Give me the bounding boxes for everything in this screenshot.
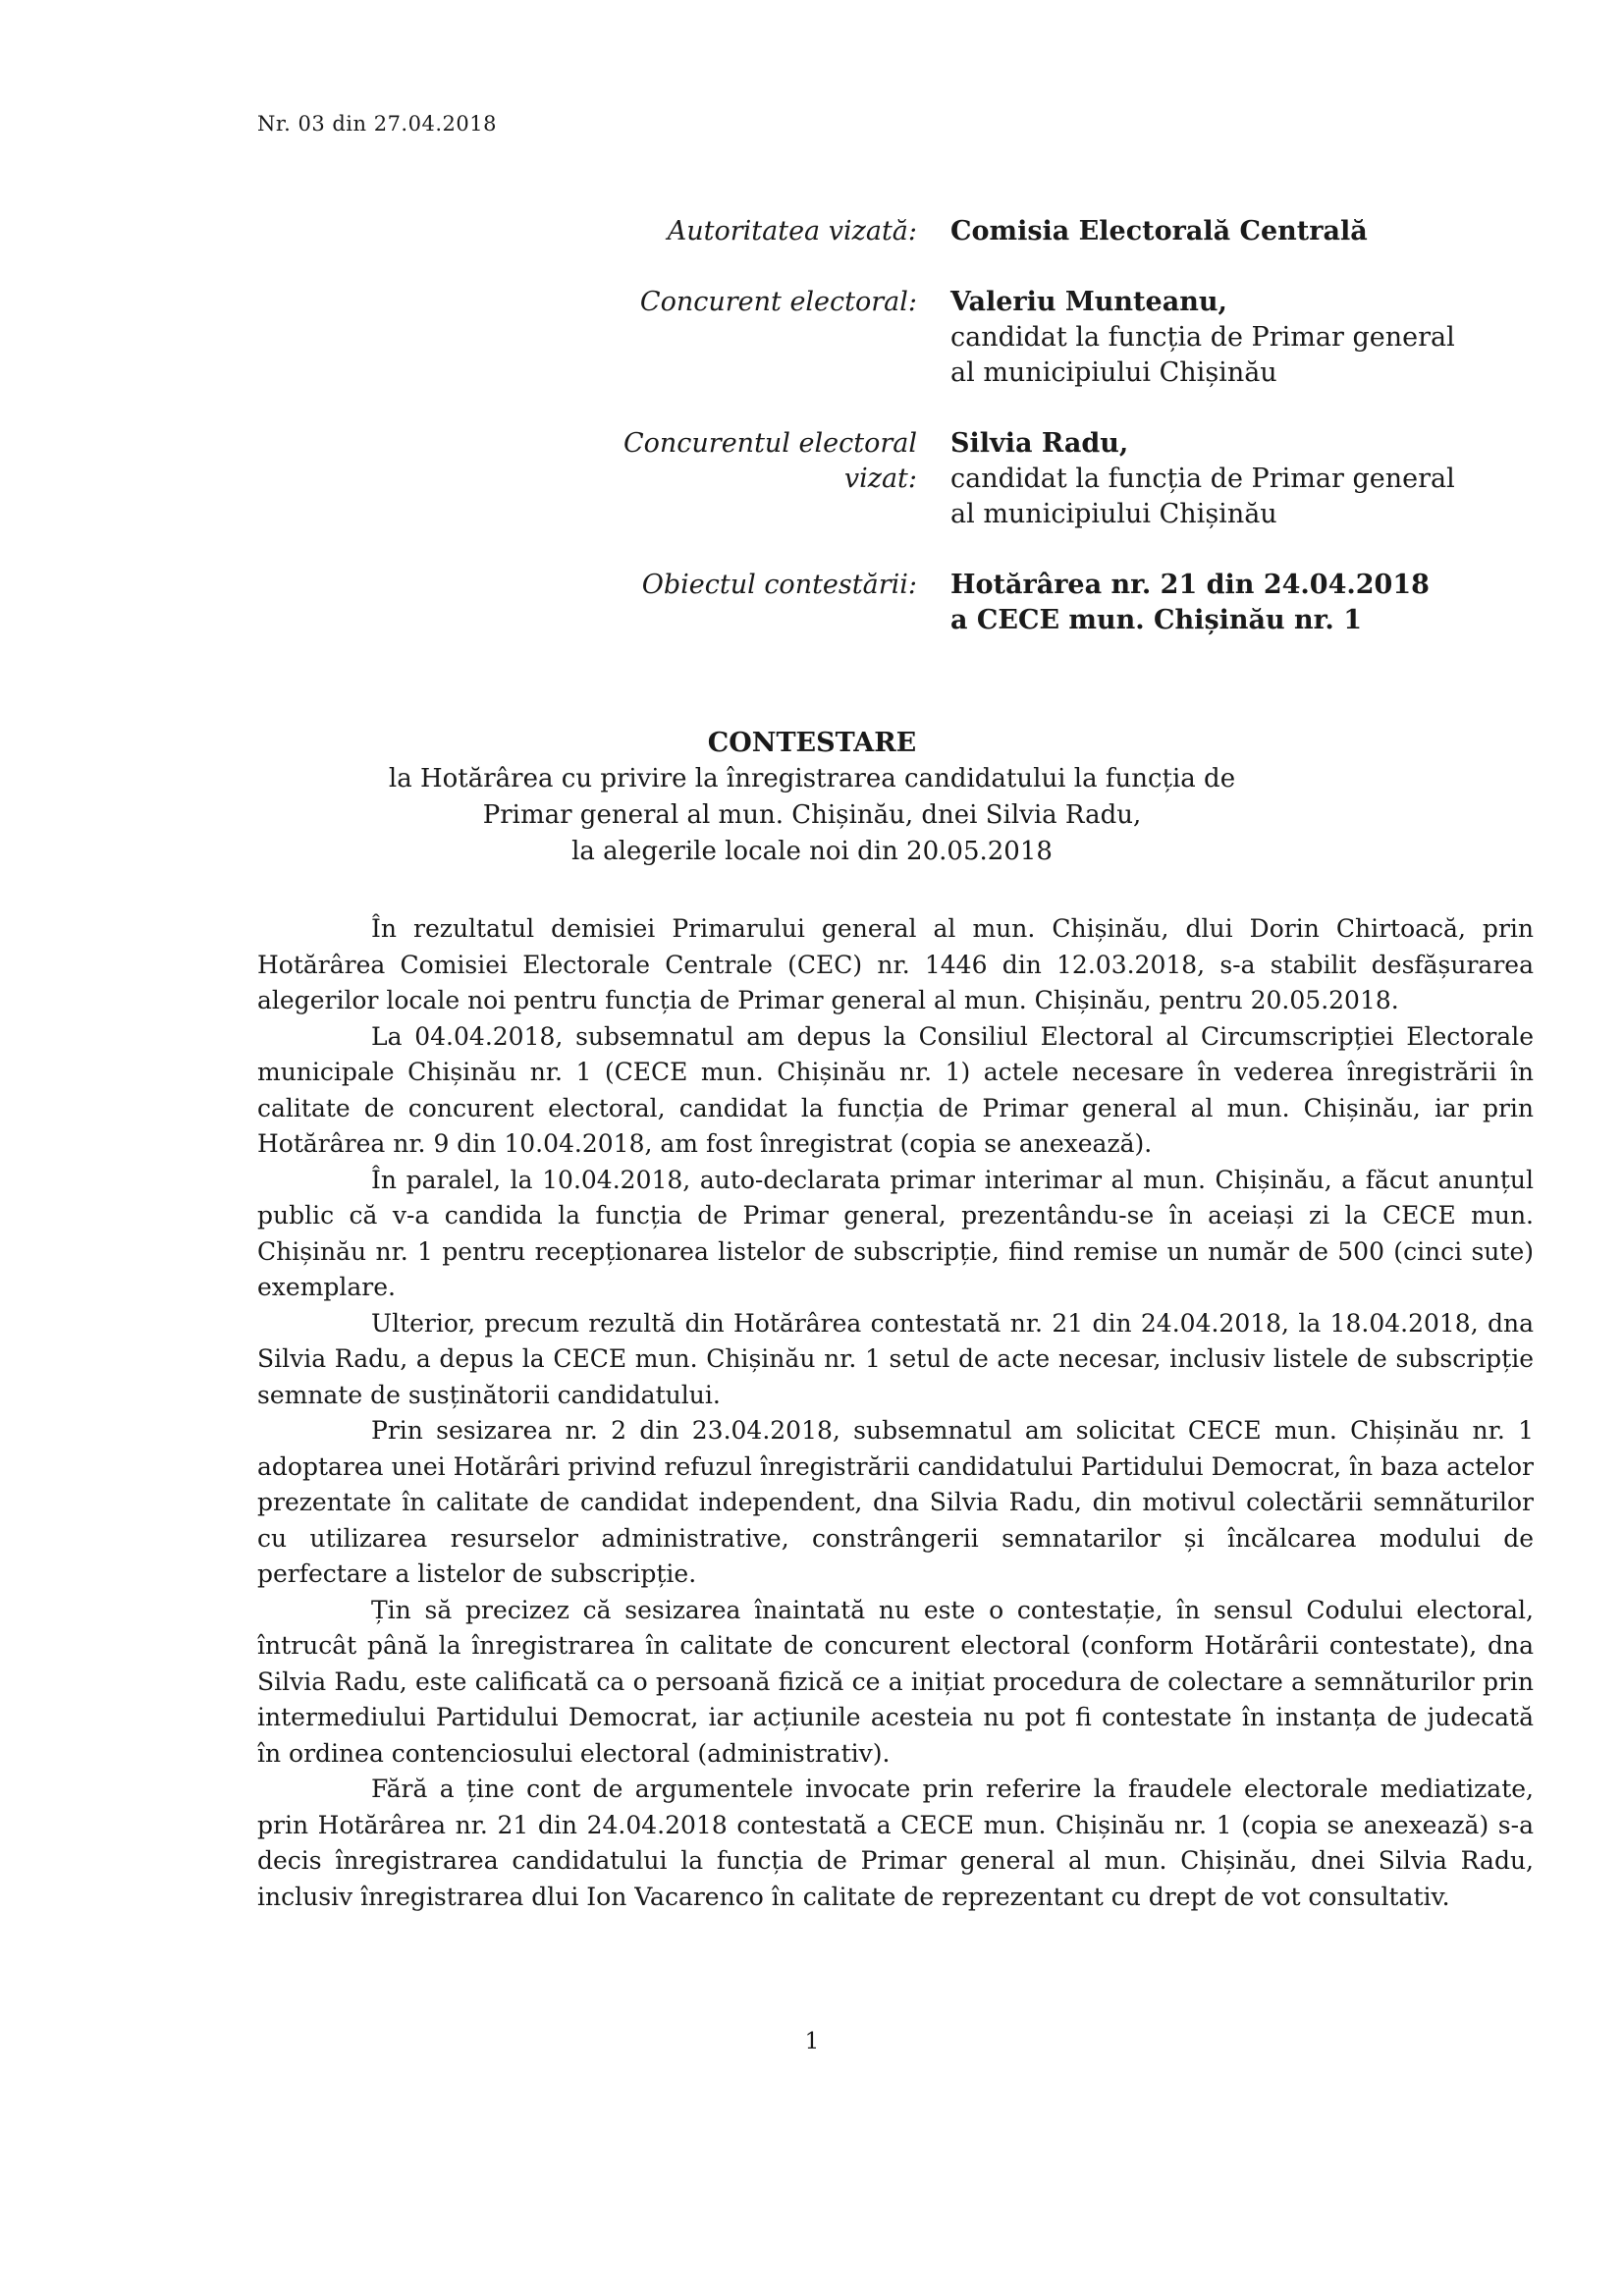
page-number: 1 (804, 2029, 820, 2054)
document-number: Nr. 03 din 27.04.2018 (257, 112, 497, 136)
body-paragraph: Fără a ține cont de argumentele invocate prin referire la fraudele electorale mediatizate, prin Hotărârea nr. 21 din 24.04.2018 contestată a CECE mun. Chișinău nr. 1 (copia se anexează) s-a decis înregistrarea candidatului la funcția de Primar general al mun. Chișinău, dnei Silvia Radu, inclusiv înregistrarea dlui Ion Vacarenco în calitate de reprezentant cu drept de vot consultativ. (257, 1775, 1534, 1911)
authority-value (950, 214, 1500, 249)
header-row-object (0, 568, 1624, 666)
object-authority-line: a CECE mun. Chișinău nr. 1 (950, 605, 1363, 635)
body-paragraph: La 04.04.2018, subsemnatul am depus la Consiliul Electoral al Circumscripției Electorale municipale Chișinău nr. 1 (CECE mun. Chișinău nr. 1) actele necesare în vederea înregistrării în calitate de concurent electoral, candidat la funcția de Primar general al mun. Chișinău, iar prin Hotărârea nr. 9 din 10.04.2018, am fost înregistrat (copia se anexează). (257, 1021, 1534, 1158)
object-decision-line: Hotărârea nr. 21 din 24.04.2018 (950, 570, 1430, 600)
title-subline-2: Primar general al mun. Chișinău, dnei Silvia Radu, (482, 800, 1142, 830)
header-row-target-candidate (0, 426, 1624, 568)
object-value (950, 568, 1500, 638)
candidate-name: Valeriu Munteanu, (950, 287, 1227, 317)
candidate-label: Concurent electoral: (639, 287, 917, 317)
target-label-line1: Concurentul electoral (623, 428, 917, 459)
target-label-line2: vizat: (843, 464, 917, 494)
title-subline-3: la alegerile locale noi din 20.05.2018 (571, 837, 1053, 866)
body-paragraph: Prin sesizarea nr. 2 din 23.04.2018, subsemnatul am solicitat CECE mun. Chișinău nr. 1 adoptarea unei Hotărâri privind refuzul înregistrării candidatului Partidului Democrat, în baza actelor prezentate în calitate de candidat independent, dna Silvia Radu, din motivul colectării semnăturilor cu utilizarea resurselor administrative, constrângerii semnatarilor și încălcarea modului de perfectare a listelor de subscripție. (257, 1416, 1534, 1588)
document-title-block (0, 725, 1624, 870)
target-candidate-label (564, 426, 917, 497)
document-body (257, 911, 1534, 1915)
authority-label: Autoritatea vizată: (667, 216, 917, 246)
target-candidate-value (950, 426, 1500, 532)
target-municipality-line: al municipiului Chișinău (950, 499, 1277, 529)
body-paragraph: Țin să precizez că sesizarea înaintată nu este o contestație, în sensul Codului electoral, întrucât până la înregistrarea în calitate de concurent electoral (conform Hotărârii contestate), dna Silvia Radu, este calificată ca o persoană fizică ce a inițiat procedura de colectare a semnăturilor prin intermediului Partidului Democrat, iar acțiunile acesteia nu pot fi contestate în instanța de judecată în ordinea contenciosului electoral (administrativ). (257, 1595, 1534, 1768)
candidate-value (950, 285, 1500, 391)
body-paragraph: Ulterior, precum rezultă din Hotărârea contestată nr. 21 din 24.04.2018, la 18.04.2018, dna Silvia Radu, a depus la CECE mun. Chișinău nr. 1 setul de acte necesar, inclusiv listele de subscripție semnate de susținătorii candidatului. (257, 1308, 1534, 1409)
target-candidate-name: Silvia Radu, (950, 428, 1129, 459)
body-paragraph: În rezultatul demisiei Primarului general al mun. Chișinău, dlui Dorin Chirtoacă, prin Hotărârea Comisiei Electorale Centrale (CEC) nr. 1446 din 12.03.2018, s-a stabilit desfășurarea alegerilor locale noi pentru funcția de Primar general al mun. Chișinău, pentru 20.05.2018. (257, 914, 1534, 1014)
authority-name: Comisia Electorală Centrală (950, 216, 1368, 246)
target-function-line: candidat la funcția de Primar general (950, 464, 1455, 494)
title-subline-1: la Hotărârea cu privire la înregistrarea candidatului la funcția de (388, 764, 1236, 793)
document-title: CONTESTARE (707, 728, 917, 758)
header-row-candidate (0, 285, 1624, 426)
candidate-function-line: candidat la funcția de Primar general (950, 322, 1455, 353)
header-row-authority (0, 214, 1624, 285)
document-header (0, 214, 1624, 666)
candidate-municipality-line: al municipiului Chișinău (950, 357, 1277, 388)
object-label: Obiectul contestării: (641, 570, 917, 600)
body-paragraph: În paralel, la 10.04.2018, auto-declarata primar interimar al mun. Chișinău, a făcut anunțul public că v-a candida la funcția de Primar general, prezentându-se în aceiași zi la CECE mun. Chișinău nr. 1 pentru recepționarea listelor de subscripție, fiind remise un număr de 500 (cinci sute) exemplare. (257, 1165, 1534, 1301)
